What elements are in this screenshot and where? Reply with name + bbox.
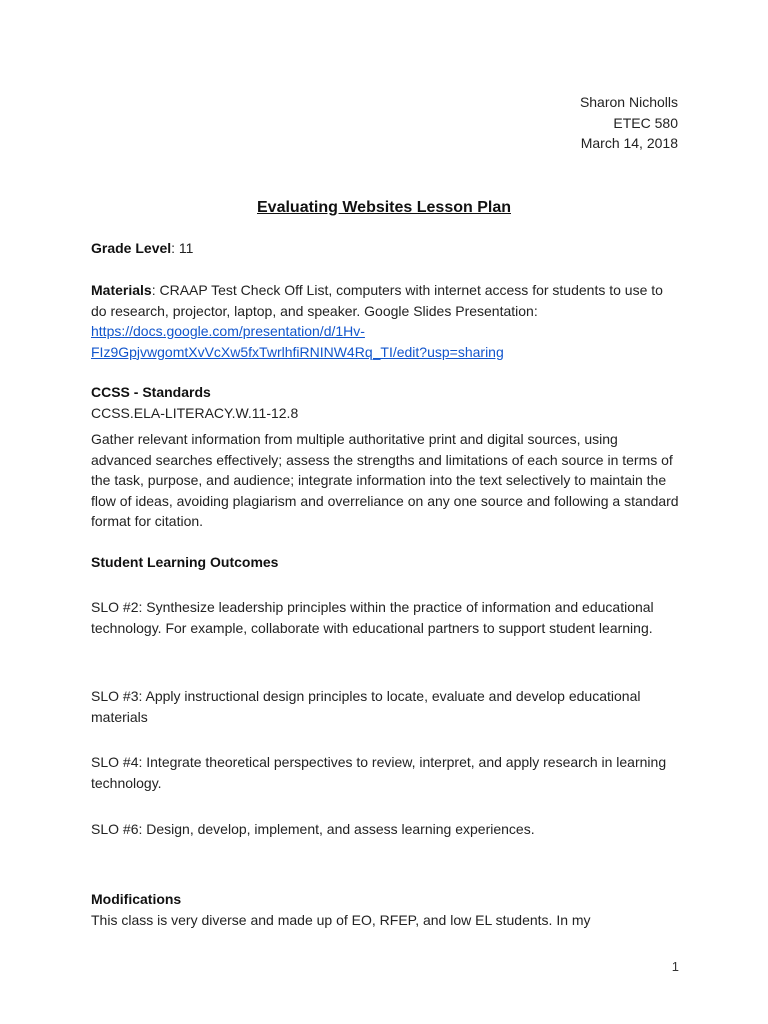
slo-3: SLO #3: Apply instructional design principles to locate, evaluate and develop educational materials [91, 688, 641, 725]
grade-level-label: Grade Level [91, 240, 172, 256]
slo-4: SLO #4: Integrate theoretical perspectives to review, interpret, and apply research in learning technology. [91, 754, 667, 791]
modifications-text: This class is very diverse and made up of EO, RFEP, and low EL students. In my [91, 911, 591, 928]
slides-link-line1[interactable]: https://docs.google.com/presentation/d/1Hv- [91, 323, 365, 339]
materials-text: : CRAAP Test Check Off List, computers with internet access for students to use to do research, projector, laptop, and speaker. Google Slides Presentation: [91, 282, 663, 319]
course-code: ETEC 580 [613, 114, 678, 131]
slo-6-block [91, 819, 681, 840]
standards-heading: CCSS - Standards [91, 384, 211, 400]
document-date: March 14, 2018 [580, 135, 678, 151]
slo-4-block [91, 752, 681, 793]
materials-label: Materials [91, 282, 152, 298]
document-title: Evaluating Websites Lesson Plan [257, 199, 511, 216]
materials-section [91, 280, 681, 362]
slo-3-block [91, 686, 681, 727]
slo-6: SLO #6: Design, develop, implement, and assess learning experiences. [91, 821, 535, 837]
modifications-section [91, 889, 681, 930]
outcomes-heading-block [91, 552, 681, 573]
author-name: Sharon Nicholls [579, 94, 678, 110]
slides-link-line2[interactable]: FIz9GpjvwgomtXvVcXw5fxTwrlhfiRNINW4Rq_TI/edit?usp=sharing [91, 343, 504, 360]
grade-level-value: : 11 [171, 240, 194, 256]
page-number: 1 [671, 959, 679, 974]
grade-level-line [91, 238, 681, 259]
standards-text: Gather relevant information from multiple authoritative print and digital sources, using advanced searches effectively; assess the strengths and limitations of each source in terms of the task, purpose, and audience; integrate information into the text selectively to maintain the flow of ideas, avoiding plagiarism and overreliance on any one source and following a standard format for citation. [91, 431, 679, 529]
slo-2-block [91, 597, 681, 638]
outcomes-heading: Student Learning Outcomes [91, 554, 279, 570]
slo-2: SLO #2: Synthesize leadership principles within the practice of information and educational technology. For example, collaborate with educational partners to support student learning. [91, 599, 654, 636]
standards-text-block [91, 429, 681, 532]
standards-code: CCSS.ELA-LITERACY.W.11-12.8 [91, 404, 299, 421]
standards-section [91, 382, 681, 423]
modifications-heading: Modifications [91, 891, 182, 907]
document-header [580, 92, 678, 154]
